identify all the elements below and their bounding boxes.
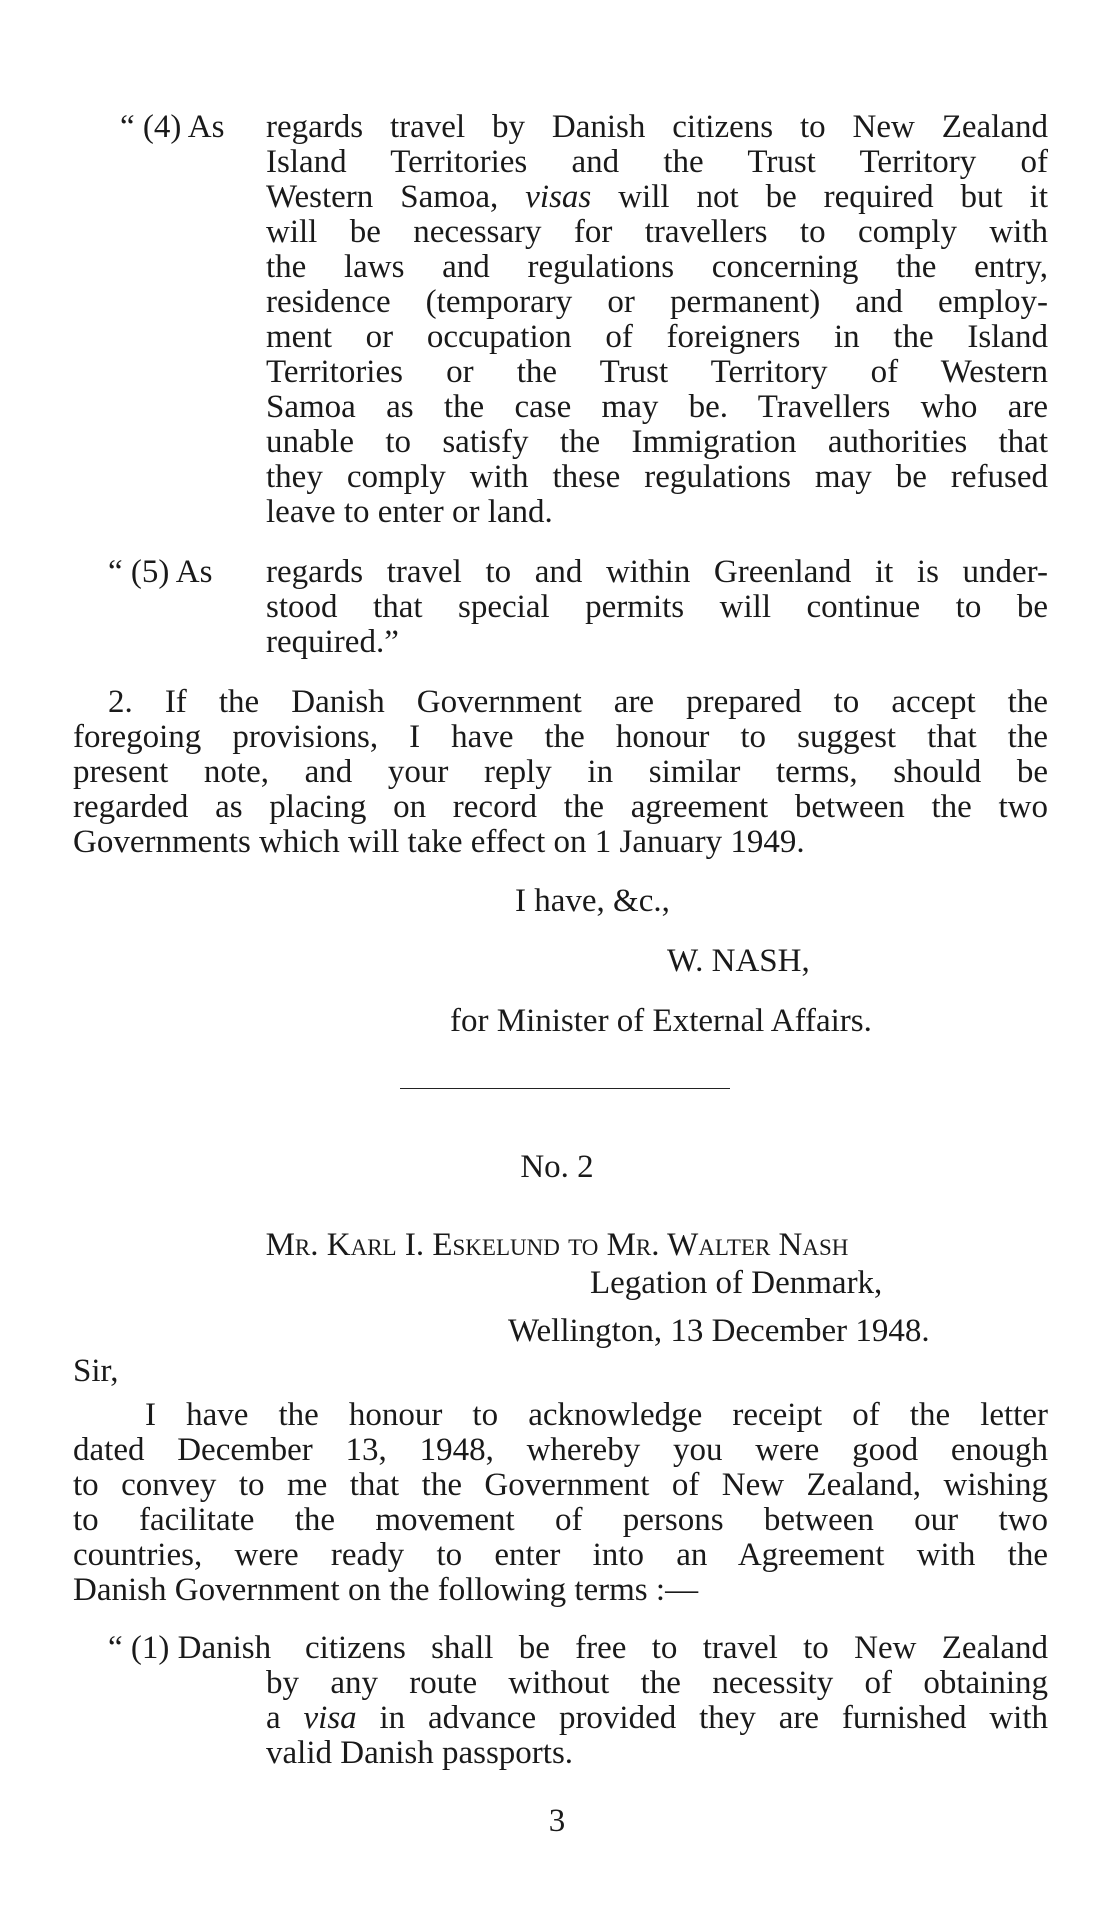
item1-visa-italic: visa — [303, 1700, 357, 1736]
para5-line-3: required.” — [266, 624, 399, 660]
para4-line-3-pre: Western Samoa, — [266, 179, 526, 215]
para4-line-3 — [266, 178, 1048, 216]
item1-line-1: citizens shall be free to travel to New Zealand — [305, 1630, 1048, 1666]
doc-dateline: Wellington, 13 December 1948. — [508, 1313, 930, 1349]
para4-line-8: Territories or the Trust Territory of Western — [266, 354, 1048, 390]
para4-line-5: the laws and regulations concerning the entry, — [266, 249, 1048, 285]
doc-body-line-2: dated December 13, 1948, whereby you were good enough — [73, 1432, 1048, 1468]
para5-marker: “ (5) As — [108, 554, 213, 590]
item1-line-3-post: in advance provided they are furnished with — [356, 1700, 1049, 1736]
doc-body-line-1: I have the honour to acknowledge receipt of the letter — [145, 1397, 1048, 1433]
doc-body-line-3: to convey to me that the Government of New Zealand, wishing — [73, 1467, 1048, 1503]
para4-line-7: ment or occupation of foreigners in the Island — [266, 319, 1048, 355]
closing-salutation: I have, &c., — [515, 883, 670, 919]
para4-line-2: Island Territories and the Trust Territory of — [266, 144, 1048, 180]
doc-body-line-6: Danish Government on the following terms :— — [73, 1572, 699, 1608]
para5-line-2: stood that special permits will continue to be — [266, 589, 1048, 625]
para4-marker: “ (4) As — [120, 109, 225, 145]
doc-body-line-4: to facilitate the movement of persons between our two — [73, 1502, 1048, 1538]
para4-line-12: leave to enter or land. — [266, 494, 553, 530]
para2-line-3: present note, and your reply in similar terms, should be — [73, 754, 1048, 790]
doc-greeting: Sir, — [73, 1353, 119, 1389]
para4-line-6: residence (temporary or permanent) and employ- — [266, 284, 1048, 320]
item1-line-4: valid Danish passports. — [266, 1735, 574, 1771]
item1-marker: “ (1) Danish — [108, 1630, 272, 1666]
item1-line-2: by any route without the necessity of obtaining — [266, 1665, 1048, 1701]
para4-line-11: they comply with these regulations may be refused — [266, 459, 1048, 495]
para4-visas-italic: visas — [525, 179, 592, 215]
section-divider — [400, 1088, 730, 1089]
para2-line-5: Governments which will take effect on 1 January 1949. — [73, 824, 805, 860]
para4-line-10: unable to satisfy the Immigration authorities that — [266, 424, 1048, 460]
doc-body-line-5: countries, were ready to enter into an Agreement with the — [73, 1537, 1048, 1573]
doc-number: No. 2 — [520, 1149, 594, 1185]
doc-place: Legation of Denmark, — [590, 1265, 883, 1301]
para2-line-2: foregoing provisions, I have the honour to suggest that the — [73, 719, 1048, 755]
closing-title: for Minister of External Affairs. — [450, 1003, 872, 1039]
page-number: 3 — [548, 1803, 566, 1839]
para4-line-1: regards travel by Danish citizens to New Zealand — [266, 109, 1048, 145]
doc-header: Mr. Karl I. Eskelund to Mr. Walter Nash — [265, 1227, 849, 1263]
para2-line-4: regarded as placing on record the agreement between the two — [73, 789, 1048, 825]
para5-line-1: regards travel to and within Greenland it is under- — [266, 554, 1048, 590]
para4-line-4: will be necessary for travellers to comply with — [266, 214, 1048, 250]
para4-line-9: Samoa as the case may be. Travellers who are — [266, 389, 1048, 425]
para2-line-1: 2. If the Danish Government are prepared to accept the — [108, 684, 1048, 720]
para4-line-3-post: will not be required but it — [591, 179, 1048, 215]
item1-line-3-pre: a — [266, 1700, 304, 1736]
closing-signature: W. NASH, — [667, 943, 810, 979]
item1-line-3 — [266, 1699, 1048, 1737]
